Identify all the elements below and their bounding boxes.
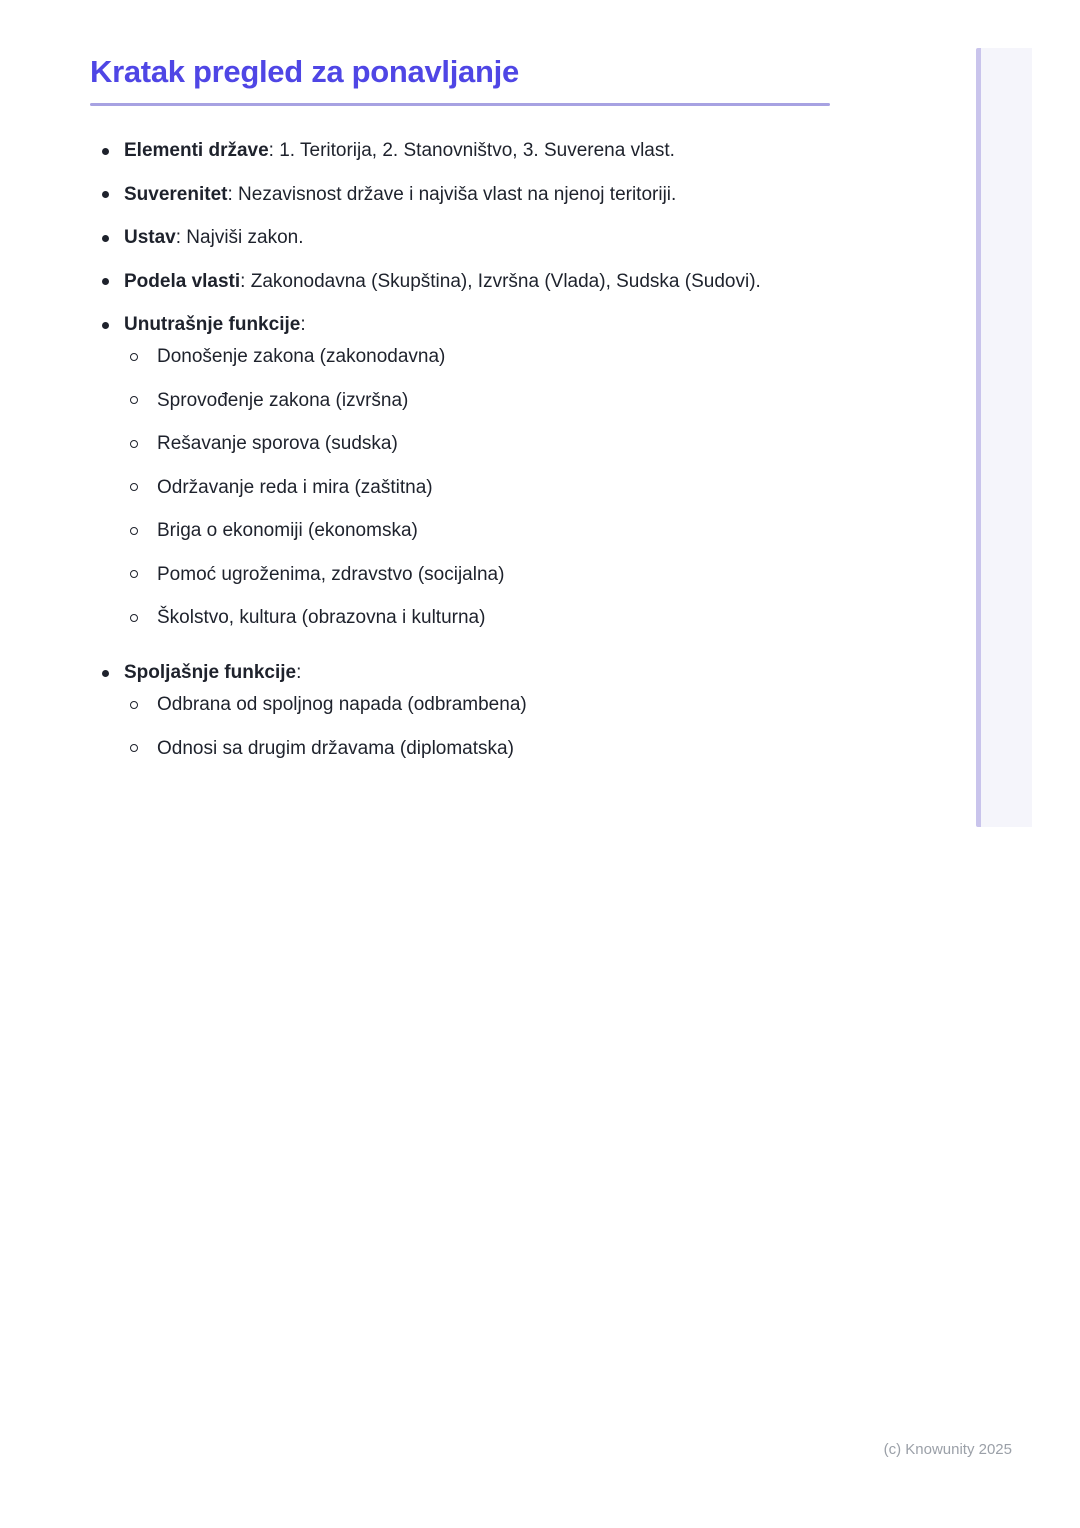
item-text: :	[296, 662, 302, 683]
internal-functions-sublist	[124, 346, 830, 629]
item-label: Ustav	[124, 227, 176, 248]
item-label: Unutrašnje funkcije	[124, 314, 301, 335]
sublist-item: Održavanje reda i mira (zaštitna)	[124, 477, 830, 499]
review-list	[90, 140, 830, 760]
next-page-preview	[981, 48, 1032, 827]
item-label: Spoljašnje funkcije	[124, 662, 297, 683]
document-body	[90, 52, 830, 793]
sublist-item: Donošenje zakona (zakonodavna)	[124, 346, 830, 368]
item-text: :	[300, 314, 306, 335]
sublist-item: Sprovođenje zakona (izvršna)	[124, 390, 830, 412]
item-label: Podela vlasti	[124, 270, 241, 292]
page-title: Kratak pregled za ponavljanje	[90, 54, 519, 89]
sublist-item: Briga o ekonomiji (ekonomska)	[124, 520, 830, 542]
sublist-item: Rešavanje sporova (sudska)	[124, 433, 830, 455]
list-item-external-functions	[90, 662, 830, 760]
item-text: : Nezavisnost države i najviša vlast na njenoj teritoriji.	[227, 183, 677, 205]
list-item	[90, 184, 830, 206]
list-item	[90, 227, 830, 249]
sublist-item: Odnosi sa drugim državama (diplomatska)	[124, 738, 830, 760]
list-item	[90, 271, 830, 293]
title-divider	[90, 103, 830, 106]
item-text: : 1. Teritorija, 2. Stanovništvo, 3. Suverena vlast.	[268, 140, 675, 161]
list-item-internal-functions	[90, 314, 830, 629]
list-item	[90, 140, 830, 162]
item-text: : Najviši zakon.	[175, 227, 304, 248]
footer-credit: (c) Knowunity 2025	[883, 1441, 1012, 1458]
item-text: : Zakonodavna (Skupština), Izvršna (Vlada), Sudska (Sudovi).	[240, 270, 761, 292]
sublist-item: Školstvo, kultura (obrazovna i kulturna)	[124, 607, 830, 629]
item-label: Suverenitet	[124, 183, 228, 205]
external-functions-sublist	[124, 694, 830, 760]
sublist-item: Pomoć ugroženima, zdravstvo (socijalna)	[124, 564, 830, 586]
sublist-item: Odbrana od spoljnog napada (odbrambena)	[124, 694, 830, 716]
item-label: Elementi države	[124, 140, 269, 161]
